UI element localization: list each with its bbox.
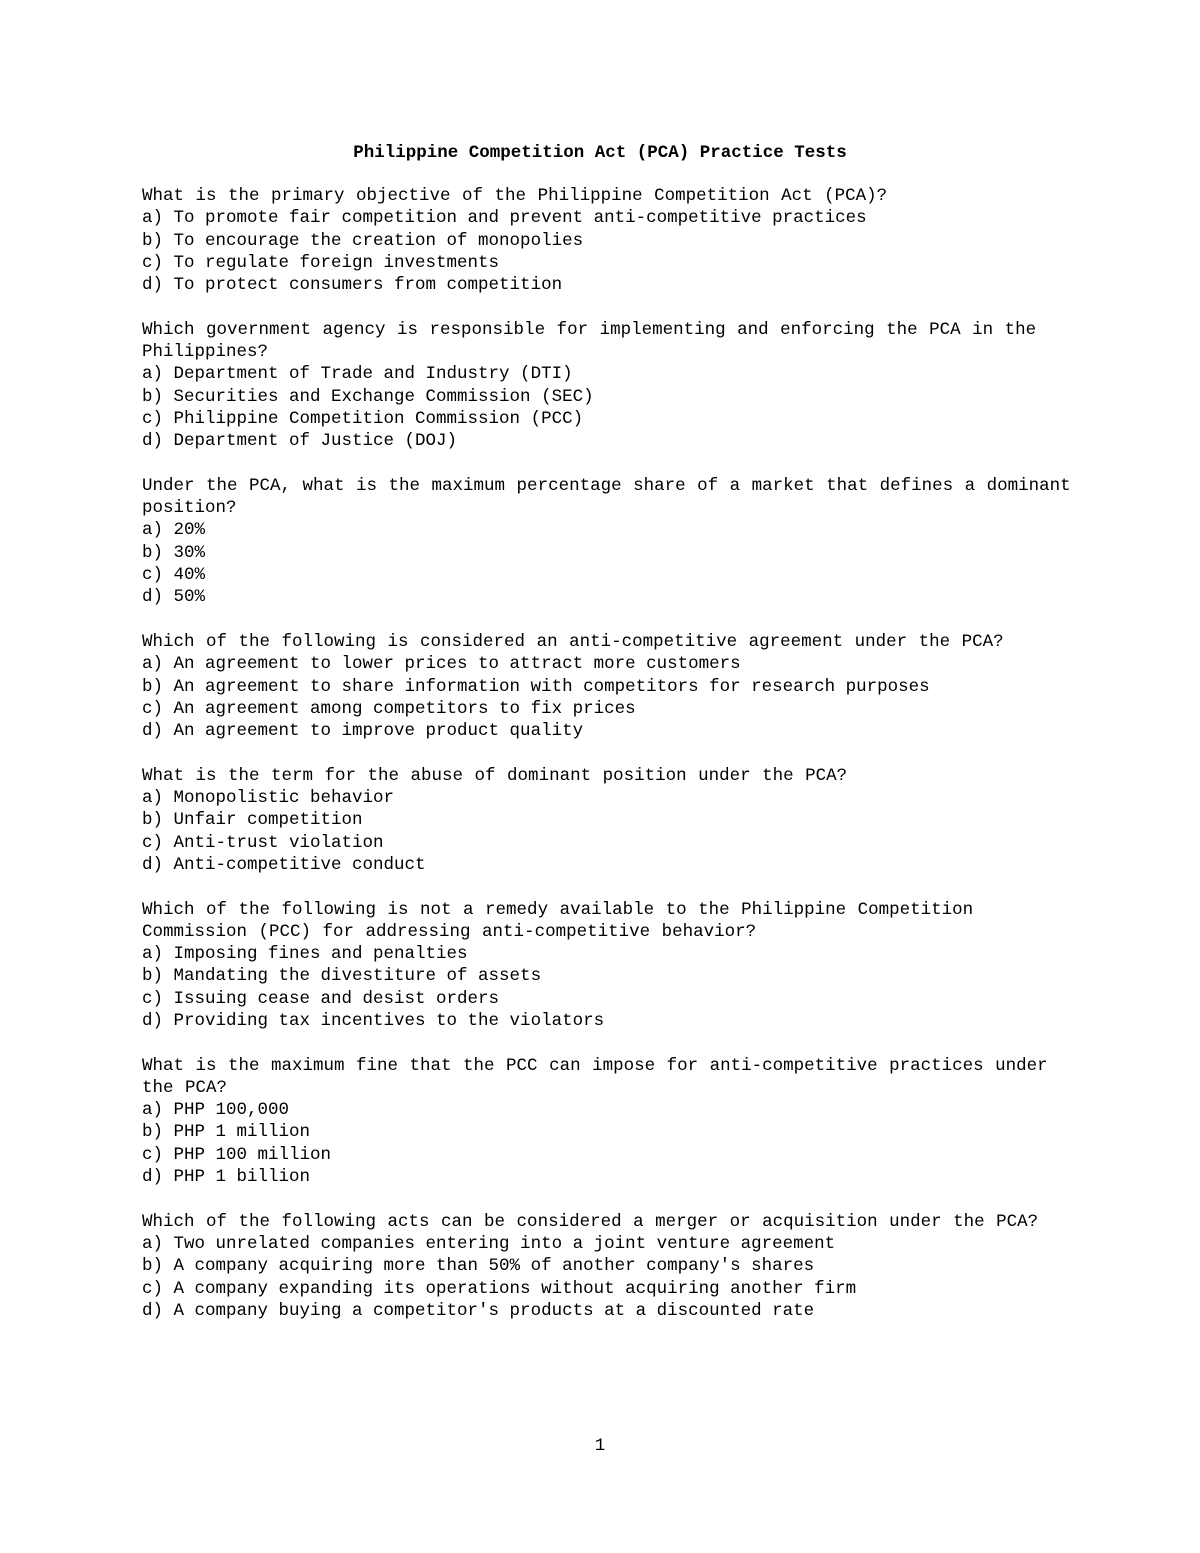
option-a: a) Two unrelated companies entering into a joint venture agreement bbox=[142, 1233, 836, 1254]
option-b: b) Mandating the divestiture of assets bbox=[142, 966, 542, 987]
document-title: Philippine Competition Act (PCA) Practice Tests bbox=[353, 143, 847, 163]
option-a: a) To promote fair competition and prevent anti-competitive practices bbox=[142, 208, 867, 229]
option-b: b) PHP 1 million bbox=[142, 1122, 311, 1143]
question-2 bbox=[142, 319, 1072, 453]
question-text: What is the primary objective of the Philippine Competition Act (PCA)? bbox=[142, 186, 888, 206]
option-c: c) PHP 100 million bbox=[142, 1144, 332, 1165]
option-c: c) Philippine Competition Commission (PCC) bbox=[142, 408, 584, 429]
question-text: Which government agency is responsible for implementing and enforcing the PCA in the Philippines? bbox=[142, 319, 1037, 363]
question-6 bbox=[142, 899, 1072, 1033]
question-text: What is the term for the abuse of dominant position under the PCA? bbox=[142, 765, 848, 786]
option-b: b) To encourage the creation of monopolies bbox=[142, 230, 584, 251]
question-text: Which of the following acts can be considered a merger or acquisition under the PCA? bbox=[142, 1211, 1039, 1232]
option-d: d) An agreement to improve product quality bbox=[142, 721, 584, 742]
option-c: c) An agreement among competitors to fix prices bbox=[142, 698, 636, 719]
option-d: d) Department of Justice (DOJ) bbox=[142, 431, 458, 452]
option-c: c) Anti-trust violation bbox=[142, 832, 384, 853]
option-a: a) An agreement to lower prices to attract more customers bbox=[142, 654, 741, 675]
option-a: a) 20% bbox=[142, 520, 206, 541]
option-a: a) Department of Trade and Industry (DTI) bbox=[142, 364, 573, 385]
question-3 bbox=[142, 475, 1072, 609]
question-5 bbox=[142, 765, 1072, 876]
page-number: 1 bbox=[594, 1436, 606, 1456]
option-d: d) Providing tax incentives to the violators bbox=[142, 1010, 605, 1031]
option-d: d) Anti-competitive conduct bbox=[142, 854, 426, 875]
option-b: b) A company acquiring more than 50% of another company's shares bbox=[142, 1256, 815, 1277]
question-text: Under the PCA, what is the maximum percentage share of a market that defines a dominant position? bbox=[142, 475, 1071, 519]
option-c: c) Issuing cease and desist orders bbox=[142, 988, 500, 1009]
option-d: d) 50% bbox=[142, 587, 206, 608]
option-c: c) 40% bbox=[142, 565, 206, 586]
question-text: Which of the following is considered an anti-competitive agreement under the PCA? bbox=[142, 631, 1004, 652]
option-b: b) Unfair competition bbox=[142, 810, 363, 831]
option-d: d) To protect consumers from competition bbox=[142, 275, 563, 296]
question-text: What is the maximum fine that the PCC can impose for anti-competitive practices under the PCA? bbox=[142, 1055, 1048, 1098]
question-text: Which of the following is not a remedy available to the Philippine Competition Commission (PCC) for addressing anti-competitive behavior? bbox=[142, 899, 974, 942]
option-a: a) Imposing fines and penalties bbox=[142, 944, 468, 965]
option-d: d) PHP 1 billion bbox=[142, 1167, 311, 1188]
option-b: b) 30% bbox=[142, 542, 206, 563]
option-a: a) PHP 100,000 bbox=[142, 1100, 290, 1121]
question-7 bbox=[142, 1055, 1072, 1189]
question-list bbox=[142, 185, 1072, 1344]
option-a: a) Monopolistic behavior bbox=[142, 788, 395, 809]
option-b: b) Securities and Exchange Commission (SEC) bbox=[142, 386, 594, 407]
option-d: d) A company buying a competitor's products at a discounted rate bbox=[142, 1300, 815, 1321]
question-4 bbox=[142, 631, 1072, 742]
option-b: b) An agreement to share information with competitors for research purposes bbox=[142, 676, 930, 697]
option-c: c) To regulate foreign investments bbox=[142, 252, 500, 273]
question-1 bbox=[142, 185, 1072, 296]
question-8 bbox=[142, 1211, 1072, 1322]
option-c: c) A company expanding its operations without acquiring another firm bbox=[142, 1278, 857, 1299]
